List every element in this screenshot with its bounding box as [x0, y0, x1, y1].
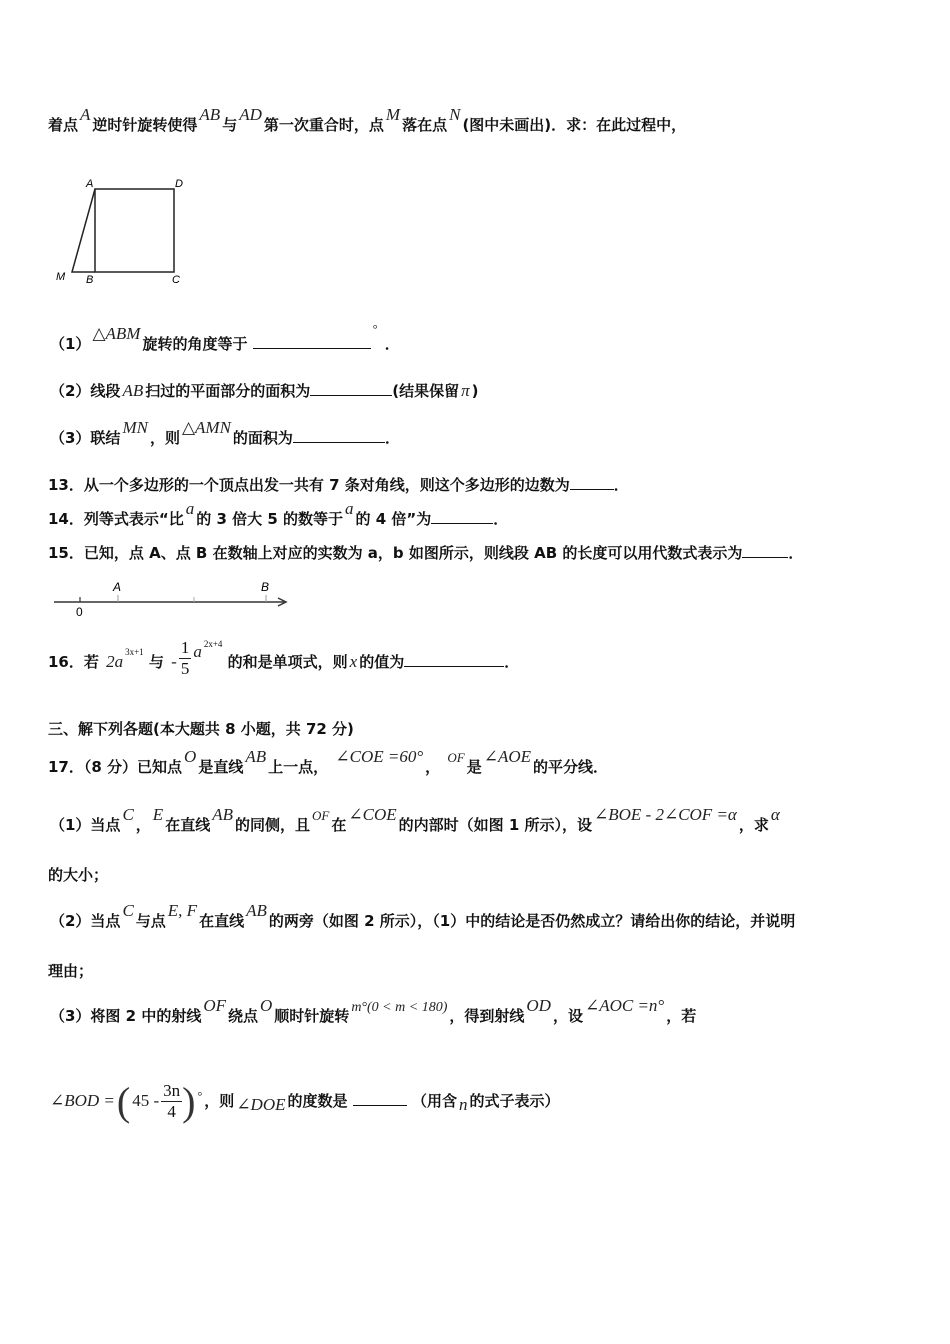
- math-x: x: [349, 652, 358, 671]
- math-a: a: [193, 642, 202, 661]
- answer-blank: [293, 428, 385, 443]
- math-angle-bod: ∠BOD =: [50, 1091, 115, 1110]
- part-text: ，则: [149, 429, 180, 447]
- fraction-one-fifth: [179, 638, 192, 679]
- part-num: （2）线段: [50, 382, 121, 400]
- math-a: a: [345, 499, 354, 518]
- math-alpha: α: [770, 805, 780, 824]
- question-15: [48, 542, 803, 563]
- math-AB: AB: [245, 747, 267, 766]
- math-AB: AB: [246, 901, 267, 920]
- question-text: 14．列等式表示“比: [48, 510, 184, 528]
- numerator: 1: [180, 638, 190, 657]
- math-OF: OF: [312, 808, 330, 823]
- intro-text: 着点: [48, 116, 79, 134]
- math-A: A: [80, 105, 91, 124]
- math-C: C: [122, 901, 134, 920]
- right-paren: ): [182, 1079, 196, 1124]
- period: ．: [493, 510, 509, 528]
- question-text: 的同侧，且: [234, 816, 310, 834]
- question-text: 在直线: [199, 912, 245, 930]
- question-text: （用含: [411, 1092, 457, 1110]
- question-text: 的平分线．: [533, 758, 609, 776]
- question-17-part3: [50, 996, 697, 1026]
- math-angle-doe: ∠DOE: [236, 1095, 286, 1114]
- intro-text: 与: [222, 116, 238, 134]
- minus-sign: -: [171, 652, 177, 671]
- math-N: N: [449, 105, 461, 124]
- section-3-heading: [48, 718, 354, 739]
- math-angle-aoe: ∠AOE: [483, 747, 532, 766]
- part-text: 扫过的平面部分的面积为: [145, 382, 311, 400]
- close-paren: ): [471, 382, 479, 400]
- answer-blank: [570, 475, 614, 490]
- question-text: 的 4 倍”为: [355, 510, 432, 528]
- exponent: 2x+4: [203, 639, 223, 649]
- period: ．: [788, 544, 804, 562]
- label-B: B: [86, 274, 94, 286]
- question-text: 与点: [135, 912, 166, 930]
- numerator: 3n: [163, 1081, 181, 1100]
- question-text: 13．从一个多边形的一个顶点出发一共有 7 条对角线，则这个多边形的边数为: [48, 476, 570, 494]
- question-text: 15．已知，点 A、点 B 在数轴上对应的实数为 a，b 如图所示，则线段 AB 的长度可以用代数式表示为: [48, 544, 743, 562]
- math-M: M: [385, 105, 401, 124]
- degree-mark: °: [372, 322, 378, 336]
- question-text: 顺时针旋转: [274, 1007, 350, 1025]
- math-AB: AB: [122, 381, 144, 400]
- label-zero: 0: [76, 605, 83, 619]
- q12-part2: [50, 380, 478, 401]
- math-angle-coe: ∠COE: [348, 805, 397, 824]
- answer-blank: [431, 509, 493, 524]
- question-text: 的度数是: [287, 1092, 348, 1110]
- question-text: ，若: [666, 1007, 697, 1025]
- math-a: a: [185, 499, 195, 518]
- question-text: （2）当点: [50, 912, 121, 930]
- question-text: 的两旁（如图 2 所示），（1）中的结论是否仍然成立？请给出你的结论，并说明: [268, 912, 796, 930]
- left-paren: (: [116, 1079, 131, 1124]
- question-text: ，则: [204, 1092, 235, 1110]
- math-E: E: [152, 805, 164, 824]
- math-AB: AB: [199, 105, 221, 124]
- intro-line: [48, 105, 687, 135]
- question-17-part1-cont: [48, 864, 108, 885]
- question-17: [48, 747, 609, 777]
- q12-part1: [50, 322, 400, 354]
- question-text: ，: [425, 758, 441, 776]
- question-text: 的 3 倍大 5 的数等于: [196, 510, 343, 528]
- math-MN: MN: [122, 418, 148, 437]
- math-constant: 45 -: [132, 1091, 160, 1110]
- answer-blank: [353, 1091, 407, 1106]
- math-AB: AB: [212, 805, 233, 824]
- part-num: （3）联结: [50, 429, 121, 447]
- question-text: （3）将图 2 中的射线: [50, 1007, 202, 1025]
- math-angle-coe: ∠COE =60°: [335, 747, 424, 766]
- math-triangle-amn: △AMN: [181, 418, 231, 437]
- question-text: ，求: [738, 816, 769, 834]
- part-text: 的面积为: [232, 429, 293, 447]
- math-OF: OF: [447, 750, 465, 765]
- question-text: 的大小；: [48, 866, 109, 884]
- section-title: 三、解下列各题(本大题共 8 小题，共 72 分): [48, 720, 354, 738]
- degree-mark: °: [197, 1089, 203, 1103]
- question-text: ，设: [552, 1007, 583, 1025]
- part-text: 旋转的角度等于: [142, 335, 248, 353]
- denominator: 4: [167, 1102, 176, 1121]
- math-expression-alpha: ∠BOE - 2∠COF =α: [594, 805, 737, 824]
- question-17-part1: [50, 805, 782, 835]
- number-line-figure: [52, 578, 292, 620]
- square-abcd: [95, 189, 174, 272]
- question-text: ，: [135, 816, 151, 834]
- question-text: 16．若: [48, 653, 99, 671]
- label-M: M: [56, 271, 66, 283]
- question-text: 与: [148, 653, 164, 671]
- q12-part3: [50, 418, 400, 448]
- square-figure: [50, 172, 200, 287]
- label-D: D: [175, 178, 183, 190]
- question-text: 在: [331, 816, 347, 834]
- question-text: 的内部时（如图 1 所示），设: [398, 816, 592, 834]
- intro-text: 落在点: [402, 116, 448, 134]
- question-17-part2: [50, 901, 796, 931]
- math-O: O: [184, 747, 197, 766]
- question-17-part3-cont: [48, 1078, 560, 1125]
- math-m-range: m°(0 < m < 180): [351, 1000, 448, 1015]
- question-text: 是直线: [198, 758, 244, 776]
- question-text: 的和是单项式，则: [227, 653, 348, 671]
- math-2a: 2a: [106, 652, 124, 671]
- pi-symbol: π: [461, 381, 470, 400]
- question-text: （1）当点: [50, 816, 121, 834]
- intro-text: 第一次重合时，点: [263, 116, 384, 134]
- math-C: C: [122, 805, 134, 824]
- math-OF: OF: [203, 996, 226, 1015]
- part-text: (结果保留: [392, 382, 460, 400]
- denominator: 5: [180, 659, 190, 678]
- triangle-abm: [72, 189, 95, 272]
- question-text: 在直线: [165, 816, 211, 834]
- label-C: C: [172, 274, 180, 286]
- math-triangle-abm: △ABM: [92, 324, 141, 343]
- intro-text: (图中未画出)．求：在此过程中，: [462, 116, 687, 134]
- period: ．: [504, 653, 520, 671]
- question-text: 17．（8 分）已知点: [48, 758, 183, 776]
- fraction-3n-4: [161, 1081, 182, 1122]
- answer-blank: [310, 381, 392, 396]
- answer-blank: [742, 543, 788, 558]
- math-angle-aoc: ∠AOC =n°: [584, 996, 665, 1015]
- question-14: [48, 499, 509, 529]
- label-B: B: [261, 580, 270, 594]
- part-num: （1）: [50, 335, 91, 353]
- question-text: 的式子表示）: [469, 1092, 560, 1110]
- answer-blank: [404, 652, 504, 667]
- intro-text: 逆时针旋转使得: [92, 116, 198, 134]
- math-AD: AD: [239, 105, 262, 124]
- question-text: 绕点: [228, 1007, 259, 1025]
- question-text: ，得到射线: [449, 1007, 525, 1025]
- question-17-part2-cont: [48, 960, 93, 981]
- question-13: [48, 474, 629, 495]
- question-16: [48, 638, 520, 683]
- period: ．: [384, 335, 400, 353]
- period: ．: [384, 429, 400, 447]
- question-text: 理由；: [48, 962, 94, 980]
- question-text: 是: [466, 758, 482, 776]
- math-OD: OD: [526, 996, 551, 1015]
- label-A: A: [86, 178, 94, 190]
- answer-blank: [253, 334, 371, 349]
- math-O: O: [260, 996, 273, 1015]
- question-text: 上一点，: [268, 758, 329, 776]
- math-EF: E, F: [167, 901, 198, 920]
- math-n: n: [459, 1095, 468, 1114]
- exponent: 3x+1: [125, 647, 144, 657]
- question-text: 的值为: [359, 653, 405, 671]
- label-A: A: [113, 580, 122, 594]
- period: ．: [613, 476, 629, 494]
